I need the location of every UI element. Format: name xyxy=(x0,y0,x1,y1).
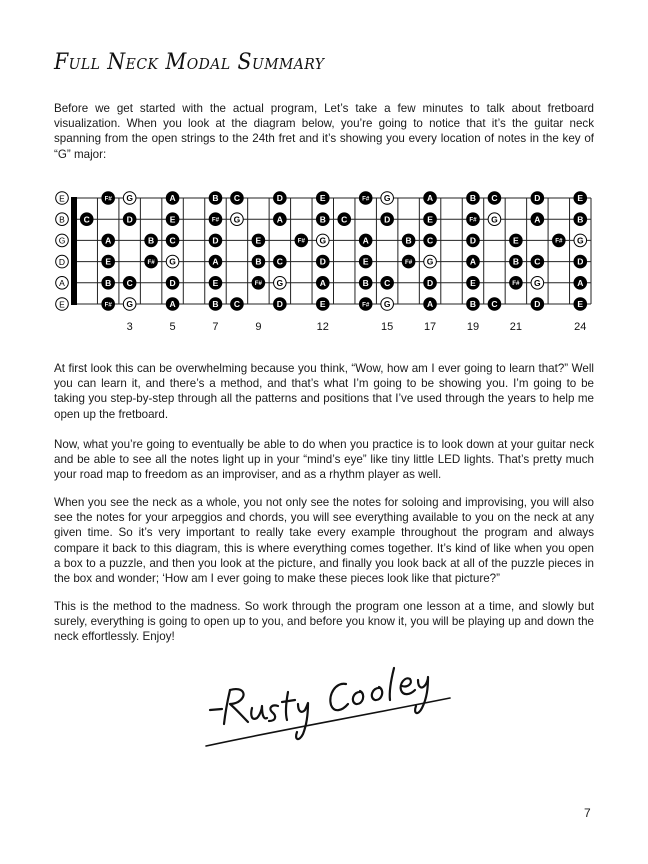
note-label: B xyxy=(105,277,112,288)
note-label: E xyxy=(470,277,476,288)
note-label: E xyxy=(362,256,369,267)
note-label: C xyxy=(384,277,391,288)
note-label: B xyxy=(405,235,412,246)
note-label: B xyxy=(255,256,262,267)
fret-number: 24 xyxy=(574,321,587,333)
note-label: E xyxy=(577,193,584,204)
note-label: C xyxy=(126,277,133,288)
paragraph-neck-as-whole: When you see the neck as a whole, you not only see the notes for soloing and improvising, you will also see the notes for your arpeggios and chords, you will see everything available to you on the neck at any given time. So it’s very important to really take every example throughout the program and always compare it back to this diagram, this is where everything comes together. It’s kind of like when you open a box to a puzzle, and then you look at the picture, and finally you look back at all of the puzzle pieces in the box and wonder; ‘How am I ever going to make these pieces look like that picture?” xyxy=(54,496,594,586)
nut xyxy=(71,197,77,305)
page-title: Full Neck Modal Summary xyxy=(54,50,325,75)
paragraph-method: This is the method to the madness. So work through the program one lesson at a time, and slowly but surely, everything is going to open up to you, and before you know it, you will be playing up and down the neck effortlessly. Enjoy! xyxy=(54,600,594,644)
note-label: B xyxy=(577,214,584,225)
note-label: G xyxy=(383,193,391,204)
note-label: C xyxy=(491,299,498,310)
paragraph-practice: Now, what you’re going to eventually be able to do when you practice is to look down at your guitar neck and be able to see all the notes light up in your “mind’s eye” like tiny little LED lights. That’s pretty much your road map to freedom as an improviser, and as a rhythm player as well. xyxy=(54,438,594,482)
fret-number: 12 xyxy=(316,321,329,333)
fret-number: 21 xyxy=(509,321,523,333)
note-label: B xyxy=(212,299,219,310)
open-string-label: A xyxy=(59,278,65,289)
note-label: G xyxy=(319,235,327,246)
note-label: A xyxy=(577,277,584,288)
note-label: A xyxy=(469,256,477,267)
page-number: 7 xyxy=(584,806,591,820)
note-label: C xyxy=(233,193,241,204)
note-label: F# xyxy=(297,237,305,245)
note-label: C xyxy=(534,256,541,267)
fret-number: 3 xyxy=(126,321,133,333)
fret-number: 15 xyxy=(381,321,394,333)
fret-number: 5 xyxy=(169,321,176,333)
note-label: A xyxy=(426,193,434,204)
note-label: F# xyxy=(404,258,413,266)
note-label: G xyxy=(126,299,133,310)
note-label: F# xyxy=(104,195,112,203)
note-label: D xyxy=(469,235,477,246)
note-label: C xyxy=(491,193,498,204)
note-label: G xyxy=(383,299,391,310)
note-label: A xyxy=(319,277,326,288)
note-label: G xyxy=(233,214,241,225)
note-label: E xyxy=(255,235,262,246)
note-label: E xyxy=(105,256,112,267)
note-label: D xyxy=(577,256,584,267)
note-label: A xyxy=(212,256,219,267)
signature xyxy=(200,658,460,758)
note-label: D xyxy=(126,214,133,225)
note-label: F# xyxy=(147,258,155,266)
note-label: F# xyxy=(254,280,263,288)
open-string-label: E xyxy=(59,193,65,204)
open-string-label: B xyxy=(59,214,65,225)
note-label: B xyxy=(469,299,477,310)
note-label: F# xyxy=(362,195,370,203)
note-label: G xyxy=(534,277,541,288)
note-label: C xyxy=(169,235,176,246)
note-label: F# xyxy=(211,216,220,224)
fret-number: 19 xyxy=(466,321,480,333)
intro-paragraph: Before we get started with the actual program, Let’s take a few minutes to talk about fretboard visualization. When you look at the diagram below, you’re going to notice that it’s the guitar neck spanning from the open strings to the 24th fret and it’s showing you every location of notes in the key of “G” major: xyxy=(54,102,594,161)
note-label: D xyxy=(534,299,541,310)
note-label: B xyxy=(469,193,477,204)
note-label: D xyxy=(276,193,283,204)
note-label: F# xyxy=(555,237,563,245)
note-label: A xyxy=(105,235,112,246)
note-label: E xyxy=(513,235,519,246)
note-label: E xyxy=(169,214,176,225)
note-label: G xyxy=(576,235,584,246)
note-label: F# xyxy=(104,301,112,309)
note-label: A xyxy=(169,193,176,204)
note-label: C xyxy=(341,214,348,225)
open-string-label: E xyxy=(59,299,65,310)
note-label: B xyxy=(362,277,369,288)
note-label: C xyxy=(233,299,241,310)
note-label: D xyxy=(426,277,434,288)
note-label: C xyxy=(276,256,283,267)
note-label: D xyxy=(212,235,219,246)
note-label: D xyxy=(534,193,541,204)
note-label: C xyxy=(426,235,434,246)
note-label: E xyxy=(319,299,326,310)
note-label: G xyxy=(276,277,284,288)
note-label: D xyxy=(169,277,176,288)
note-label: E xyxy=(319,193,326,204)
note-label: D xyxy=(319,256,326,267)
note-label: B xyxy=(319,214,326,225)
note-label: C xyxy=(83,214,90,225)
note-label: E xyxy=(577,299,584,310)
open-string-label: G xyxy=(58,235,66,246)
note-label: F# xyxy=(469,216,477,224)
note-label: B xyxy=(212,193,219,204)
note-label: G xyxy=(491,214,498,225)
note-label: B xyxy=(512,256,519,267)
fret-number: 7 xyxy=(212,321,219,333)
note-label: A xyxy=(169,299,176,310)
note-label: G xyxy=(126,193,133,204)
note-label: A xyxy=(362,235,369,246)
note-label: D xyxy=(276,299,283,310)
note-label: F# xyxy=(512,280,520,288)
note-label: B xyxy=(148,235,155,246)
note-label: G xyxy=(426,256,434,267)
fret-number: 17 xyxy=(423,321,437,333)
fretboard-diagram xyxy=(48,186,598,336)
note-label: D xyxy=(384,214,391,225)
note-label: E xyxy=(427,214,433,225)
fret-number: 9 xyxy=(255,321,262,333)
note-label: G xyxy=(169,256,176,267)
note-label: A xyxy=(426,299,434,310)
note-label: A xyxy=(534,214,541,225)
paragraph-first-look: At first look this can be overwhelming because you think, “Wow, how am I ever going to learn that?” Well you can learn it, and there’s a method, and that’s what I’m going to be showing you. I’m going to be taking you step-by-step through all the patterns and positions that I’ve used through the years to help me open up the fretboard. xyxy=(54,362,594,421)
note-label: E xyxy=(212,277,219,288)
note-label: F# xyxy=(362,301,370,309)
note-label: A xyxy=(276,214,283,225)
open-string-label: D xyxy=(58,256,66,267)
